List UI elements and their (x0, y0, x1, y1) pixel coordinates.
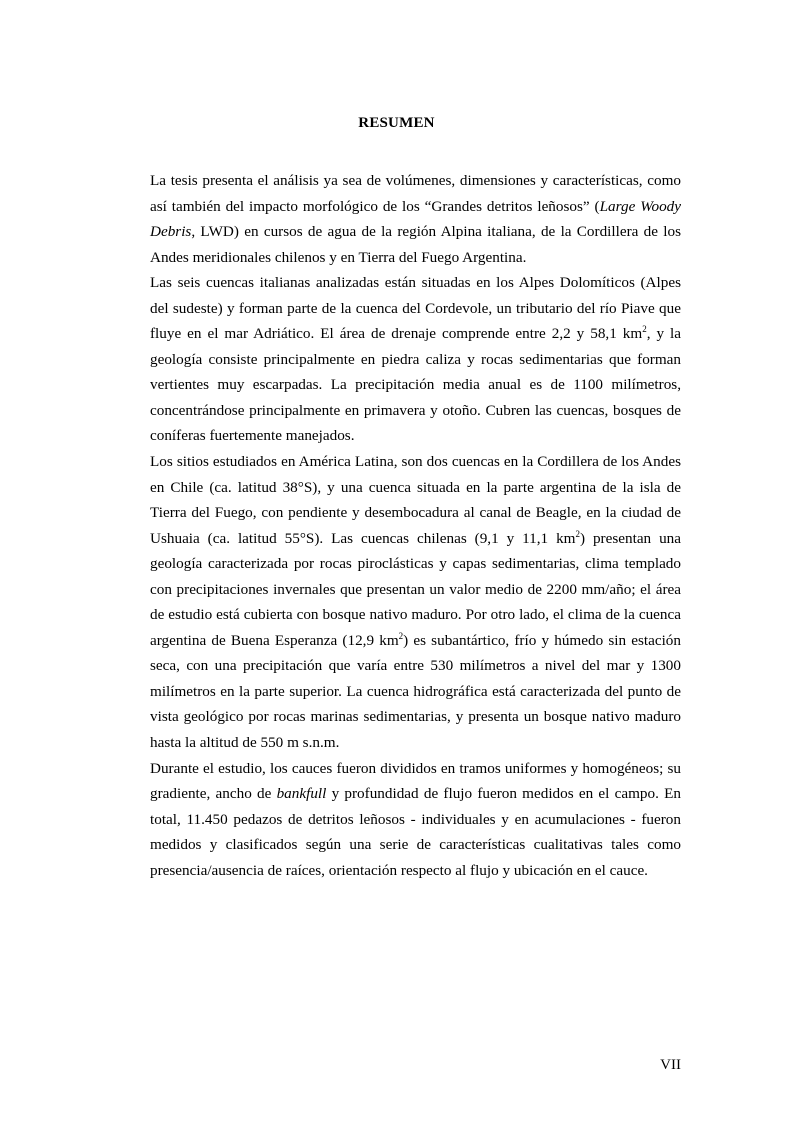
paragraph-2 (150, 270, 681, 449)
paragraph-3-text-c: ) es subantártico, frío y húmedo sin estación seca, con una precipitación que varía entre 530 milímetros a nivel del mar y 1300 milímetros en la parte superior. La cuenca hidrográfica está caracterizada del punto de vista geológico por rocas marinas sedimentarias, y presenta un bosque nativo maduro hasta la altitud de 550 m s.n.m. (150, 631, 681, 752)
paragraph-2-text-b: , y la geología consiste principalmente en piedra caliza y rocas sedimentarias que forman vertientes muy escarpadas. La precipitación media anual es de 1100 milímetros, concentrándose principalmente en primavera y otoño. Cubren las cuencas, bosques de coníferas fuertemente manejados. (150, 325, 681, 445)
paragraph-4-text-b: y profundidad de flujo fueron medidos en el campo. En total, 11.450 pedazos de detritos leñosos - individuales y en acumulaciones - fueron medidos y clasificados según una serie de características cualitativas tales como presencia/ausencia de raíces, orientación respecto al flujo y ubicación en el cauce. (150, 785, 681, 879)
page-number: VII (660, 1057, 681, 1073)
paragraph-3-superscript-1: 2 (575, 528, 580, 539)
paragraph-3-superscript-2: 2 (398, 630, 404, 641)
paragraph-3-text-a: Los sitios estudiados en América Latina, son dos cuencas en la Cordillera de los Andes en Chile (ca. latitud 38°S), y una cuenca situada en la parte argentina de la isla de Tierra del Fuego, con pendiente y desembocadura al canal de Beagle, en la ciudad de Ushuaia (ca. latitud 55°S). Las cuencas chilenas (9,1 y 11,1 km (150, 453, 681, 547)
paragraph-2-superscript: 2 (642, 324, 647, 335)
paragraph-1 (150, 168, 681, 270)
abstract-body (150, 168, 681, 883)
paragraph-4-text-a: Durante el estudio, los cauces fueron divididos en tramos uniformes y homogéneos; su gradiente, ancho de (150, 759, 681, 803)
page-title: RESUMEN (358, 115, 435, 131)
paragraph-1-text-b: , LWD) en cursos de agua de la región Alpina italiana, de la Cordillera de los Andes meridionales chilenos y en Tierra del Fuego Argentina. (150, 223, 681, 266)
paragraph-1-italic-term: Large Woody Debris (150, 197, 682, 241)
paragraph-1-text-a: La tesis presenta el análisis ya sea de volúmenes, dimensiones y características, como así también del impacto morfológico de los “Grandes detritos leñosos” ( (150, 172, 681, 215)
paragraph-3 (150, 449, 681, 756)
paragraph-3-text-b: ) presentan una geología caracterizada por rocas piroclásticas y capas sedimentarias, clima templado con precipitaciones invernales que presentan un valor medio de 2200 mm/año; el área de estudio está cubierta con bosque nativo maduro. Por otro lado, el clima de la cuenca argentina de Buena Esperanza (12,9 km (150, 529, 682, 649)
paragraph-4-italic-term: bankfull (276, 785, 327, 803)
paragraph-2-text-a: Las seis cuencas italianas analizadas están situadas en los Alpes Dolomíticos (Alpes del sudeste) y forman parte de la cuenca del Cordevole, un tributario del río Piave que fluye en el mar Adriático. El área de drenaje comprende entre 2,2 y 58,1 km (150, 274, 681, 343)
paragraph-4 (150, 756, 681, 884)
